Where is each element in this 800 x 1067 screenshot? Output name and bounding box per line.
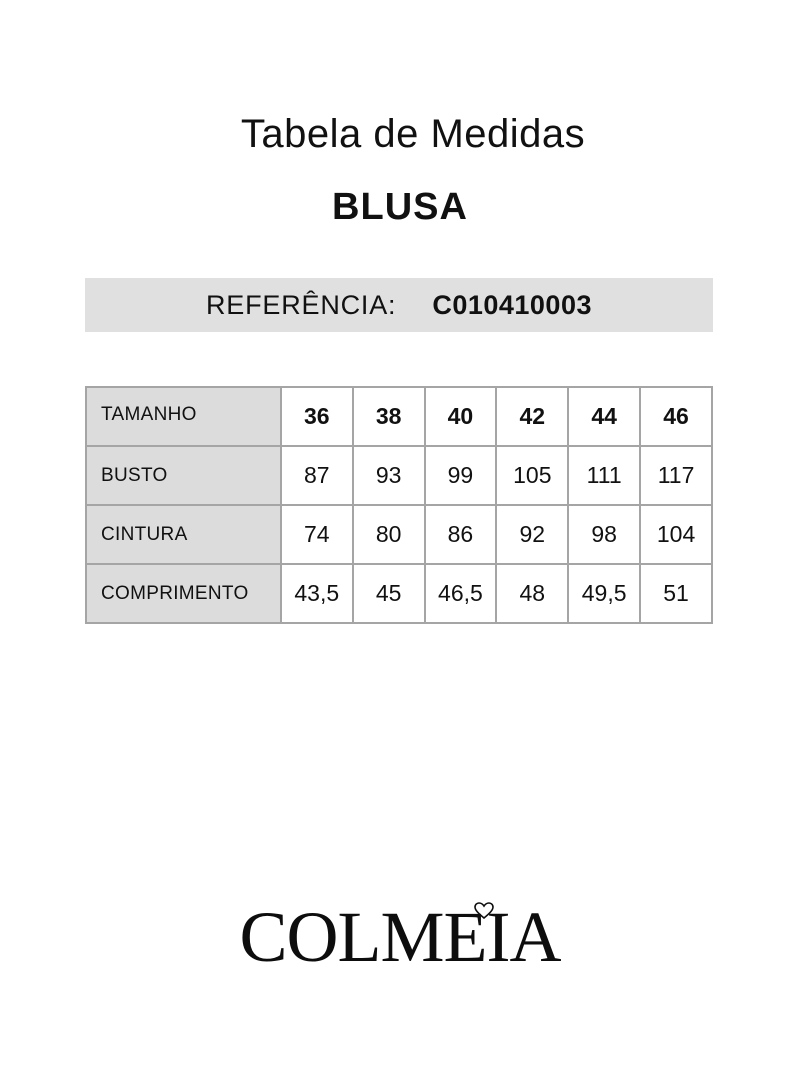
row-label: BUSTO: [86, 446, 281, 505]
row-label: CINTURA: [86, 505, 281, 564]
measure-cell: 111: [568, 446, 640, 505]
row-label: COMPRIMENTO: [86, 564, 281, 623]
table-row: [86, 564, 712, 623]
measure-cell: 87: [281, 446, 353, 505]
measure-cell: 80: [353, 505, 425, 564]
reference-code: C010410003: [432, 289, 592, 320]
measure-cell: 51: [640, 564, 712, 623]
measure-cell: 46,5: [425, 564, 497, 623]
size-cell: 36: [281, 387, 353, 446]
measure-cell: 105: [496, 446, 568, 505]
size-cell: 44: [568, 387, 640, 446]
table-row: [86, 505, 712, 564]
measurement-table: [85, 386, 713, 624]
size-cell: 46: [640, 387, 712, 446]
measure-cell: 45: [353, 564, 425, 623]
size-cell: 42: [496, 387, 568, 446]
measure-cell: 99: [425, 446, 497, 505]
measure-cell: 48: [496, 564, 568, 623]
brand-logo: COLMEIA: [239, 897, 561, 977]
size-cell: 40: [425, 387, 497, 446]
measure-cell: 93: [353, 446, 425, 505]
heart-icon: [474, 902, 494, 920]
measure-cell: 49,5: [568, 564, 640, 623]
measure-cell: 86: [425, 505, 497, 564]
measure-cell: 104: [640, 505, 712, 564]
measure-cell: 43,5: [281, 564, 353, 623]
measure-cell: 117: [640, 446, 712, 505]
reference-bar: [85, 278, 713, 332]
table-row: [86, 446, 712, 505]
measure-cell: 74: [281, 505, 353, 564]
size-cell: 38: [353, 387, 425, 446]
page-title: Tabela de Medidas: [240, 112, 586, 156]
product-type: BLUSA: [332, 186, 468, 228]
measure-cell: 92: [496, 505, 568, 564]
table-header-row: [86, 387, 712, 446]
size-header-label: TAMANHO: [86, 387, 281, 446]
reference-label: REFERÊNCIA:: [206, 289, 397, 320]
measure-cell: 98: [568, 505, 640, 564]
